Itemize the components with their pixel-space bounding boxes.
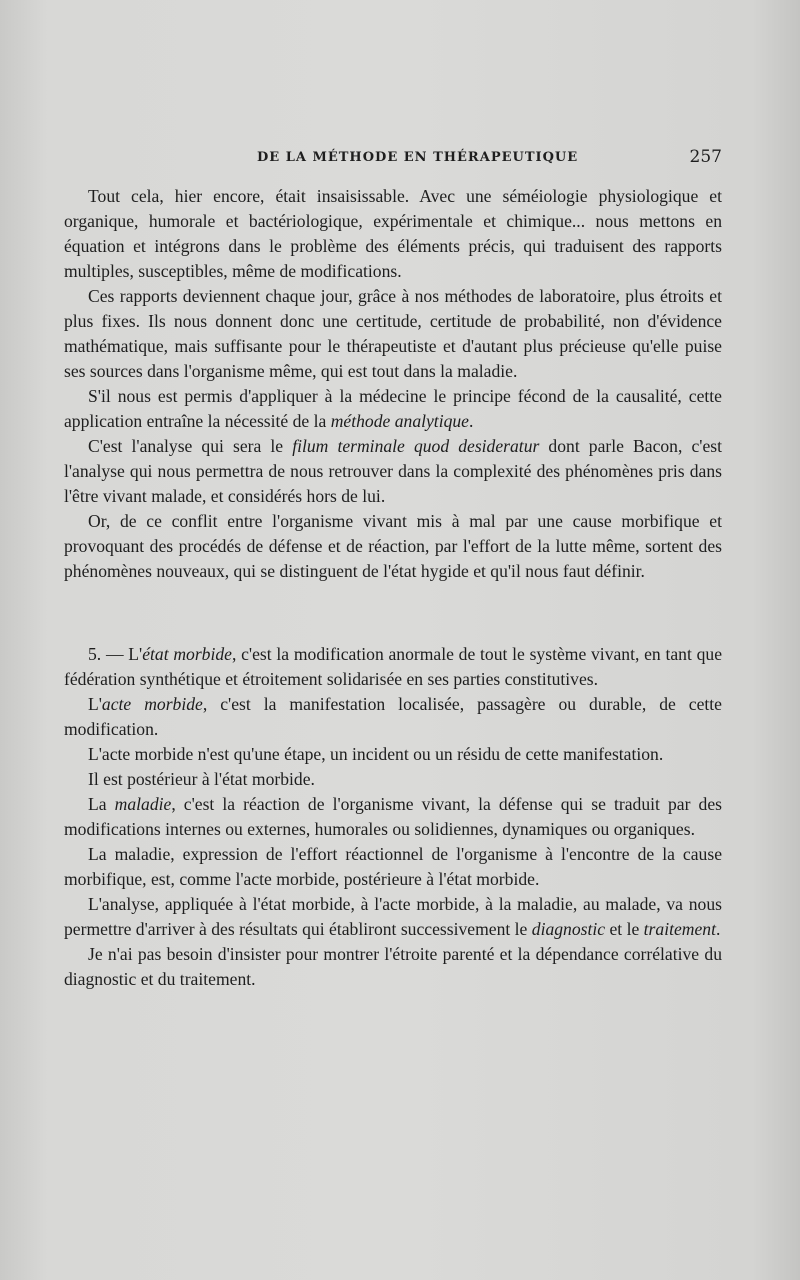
- section-gap: [64, 584, 722, 642]
- paragraph-9: Il est postérieur à l'état morbide.: [88, 769, 315, 789]
- paragraph-1: Tout cela, hier encore, était insaisissable. Avec une séméiologie physiologique et organique, humorale et bactériologique, expérimentale et chimique... nous mettons en équation et intégrons dans le problème des éléments précis, qui traduisent des rapports multiples, susceptibles, même de modifications.: [64, 186, 722, 281]
- paragraph-10: La maladie, c'est la réaction de l'organisme vivant, la défense qui se traduit par des modifications internes ou externes, humorales ou solidiennes, dynamiques ou organiques.: [64, 794, 722, 839]
- paragraph-7: L'acte morbide, c'est la manifestation localisée, passagère ou durable, de cette modification.: [64, 694, 722, 739]
- paragraph-12: L'analyse, appliquée à l'état morbide, à l'acte morbide, à la maladie, au malade, va nous permettre d'arriver à des résultats qui établiront successivement le diagnostic et le traitement.: [64, 894, 722, 939]
- paragraph-8: L'acte morbide n'est qu'une étape, un incident ou un résidu de cette manifestation.: [88, 744, 664, 764]
- page-body: [64, 184, 722, 992]
- emphasis-term: méthode analytique: [330, 411, 469, 431]
- running-title: DE LA MÉTHODE EN THÉRAPEUTIQUE: [257, 150, 579, 165]
- emphasis-term: traitement: [643, 919, 716, 939]
- emphasis-term: acte morbide: [101, 694, 203, 714]
- paragraph-2: Ces rapports deviennent chaque jour, grâce à nos méthodes de laboratoire, plus étroits et plus fixes. Ils nous donnent donc une certitude, certitude de probabilité, non d'évidence mathématique, mais suffisante pour le thérapeutiste et d'autant plus précieuse qu'elle puise ses sources dans l'organisme même, qui est tout dans la maladie.: [64, 286, 722, 381]
- paragraph-4: C'est l'analyse qui sera le filum terminale quod desideratur dont parle Bacon, c'est l'analyse qui nous permettra de nous retrouver dans la complexité des phénomènes pris dans l'être vivant malade, et considérés hors de lui.: [64, 436, 722, 506]
- page-number: 257: [689, 147, 722, 167]
- paragraph-3: S'il nous est permis d'appliquer à la médecine le principe fécond de la causalité, cette application entraîne la nécessité de la méthode analytique.: [64, 386, 722, 431]
- paragraph-6: 5. — L'état morbide, c'est la modification anormale de tout le système vivant, en tant que fédération synthétique et étroitement solidarisée en ses parties constitutives.: [64, 644, 723, 689]
- paragraph-11: La maladie, expression de l'effort réactionnel de l'organisme à l'encontre de la cause morbifique, est, comme l'acte morbide, postérieure à l'état morbide.: [64, 844, 722, 889]
- emphasis-term: filum terminale quod desideratur: [292, 436, 540, 456]
- emphasis-term: maladie: [114, 794, 172, 814]
- emphasis-term: état morbide: [142, 644, 232, 664]
- paragraph-5: Or, de ce conflit entre l'organisme vivant mis à mal par une cause morbifique et provoquant des procédés de défense et de réaction, par l'effort de la lutte même, sortent des phénomènes nouveaux, qui se distinguent de l'état hygide et qu'il nous faut définir.: [64, 511, 722, 581]
- running-header: [257, 147, 722, 167]
- paragraph-13: Je n'ai pas besoin d'insister pour montrer l'étroite parenté et la dépendance corrélative du diagnostic et du traitement.: [64, 944, 722, 989]
- emphasis-term: diagnostic: [531, 919, 606, 939]
